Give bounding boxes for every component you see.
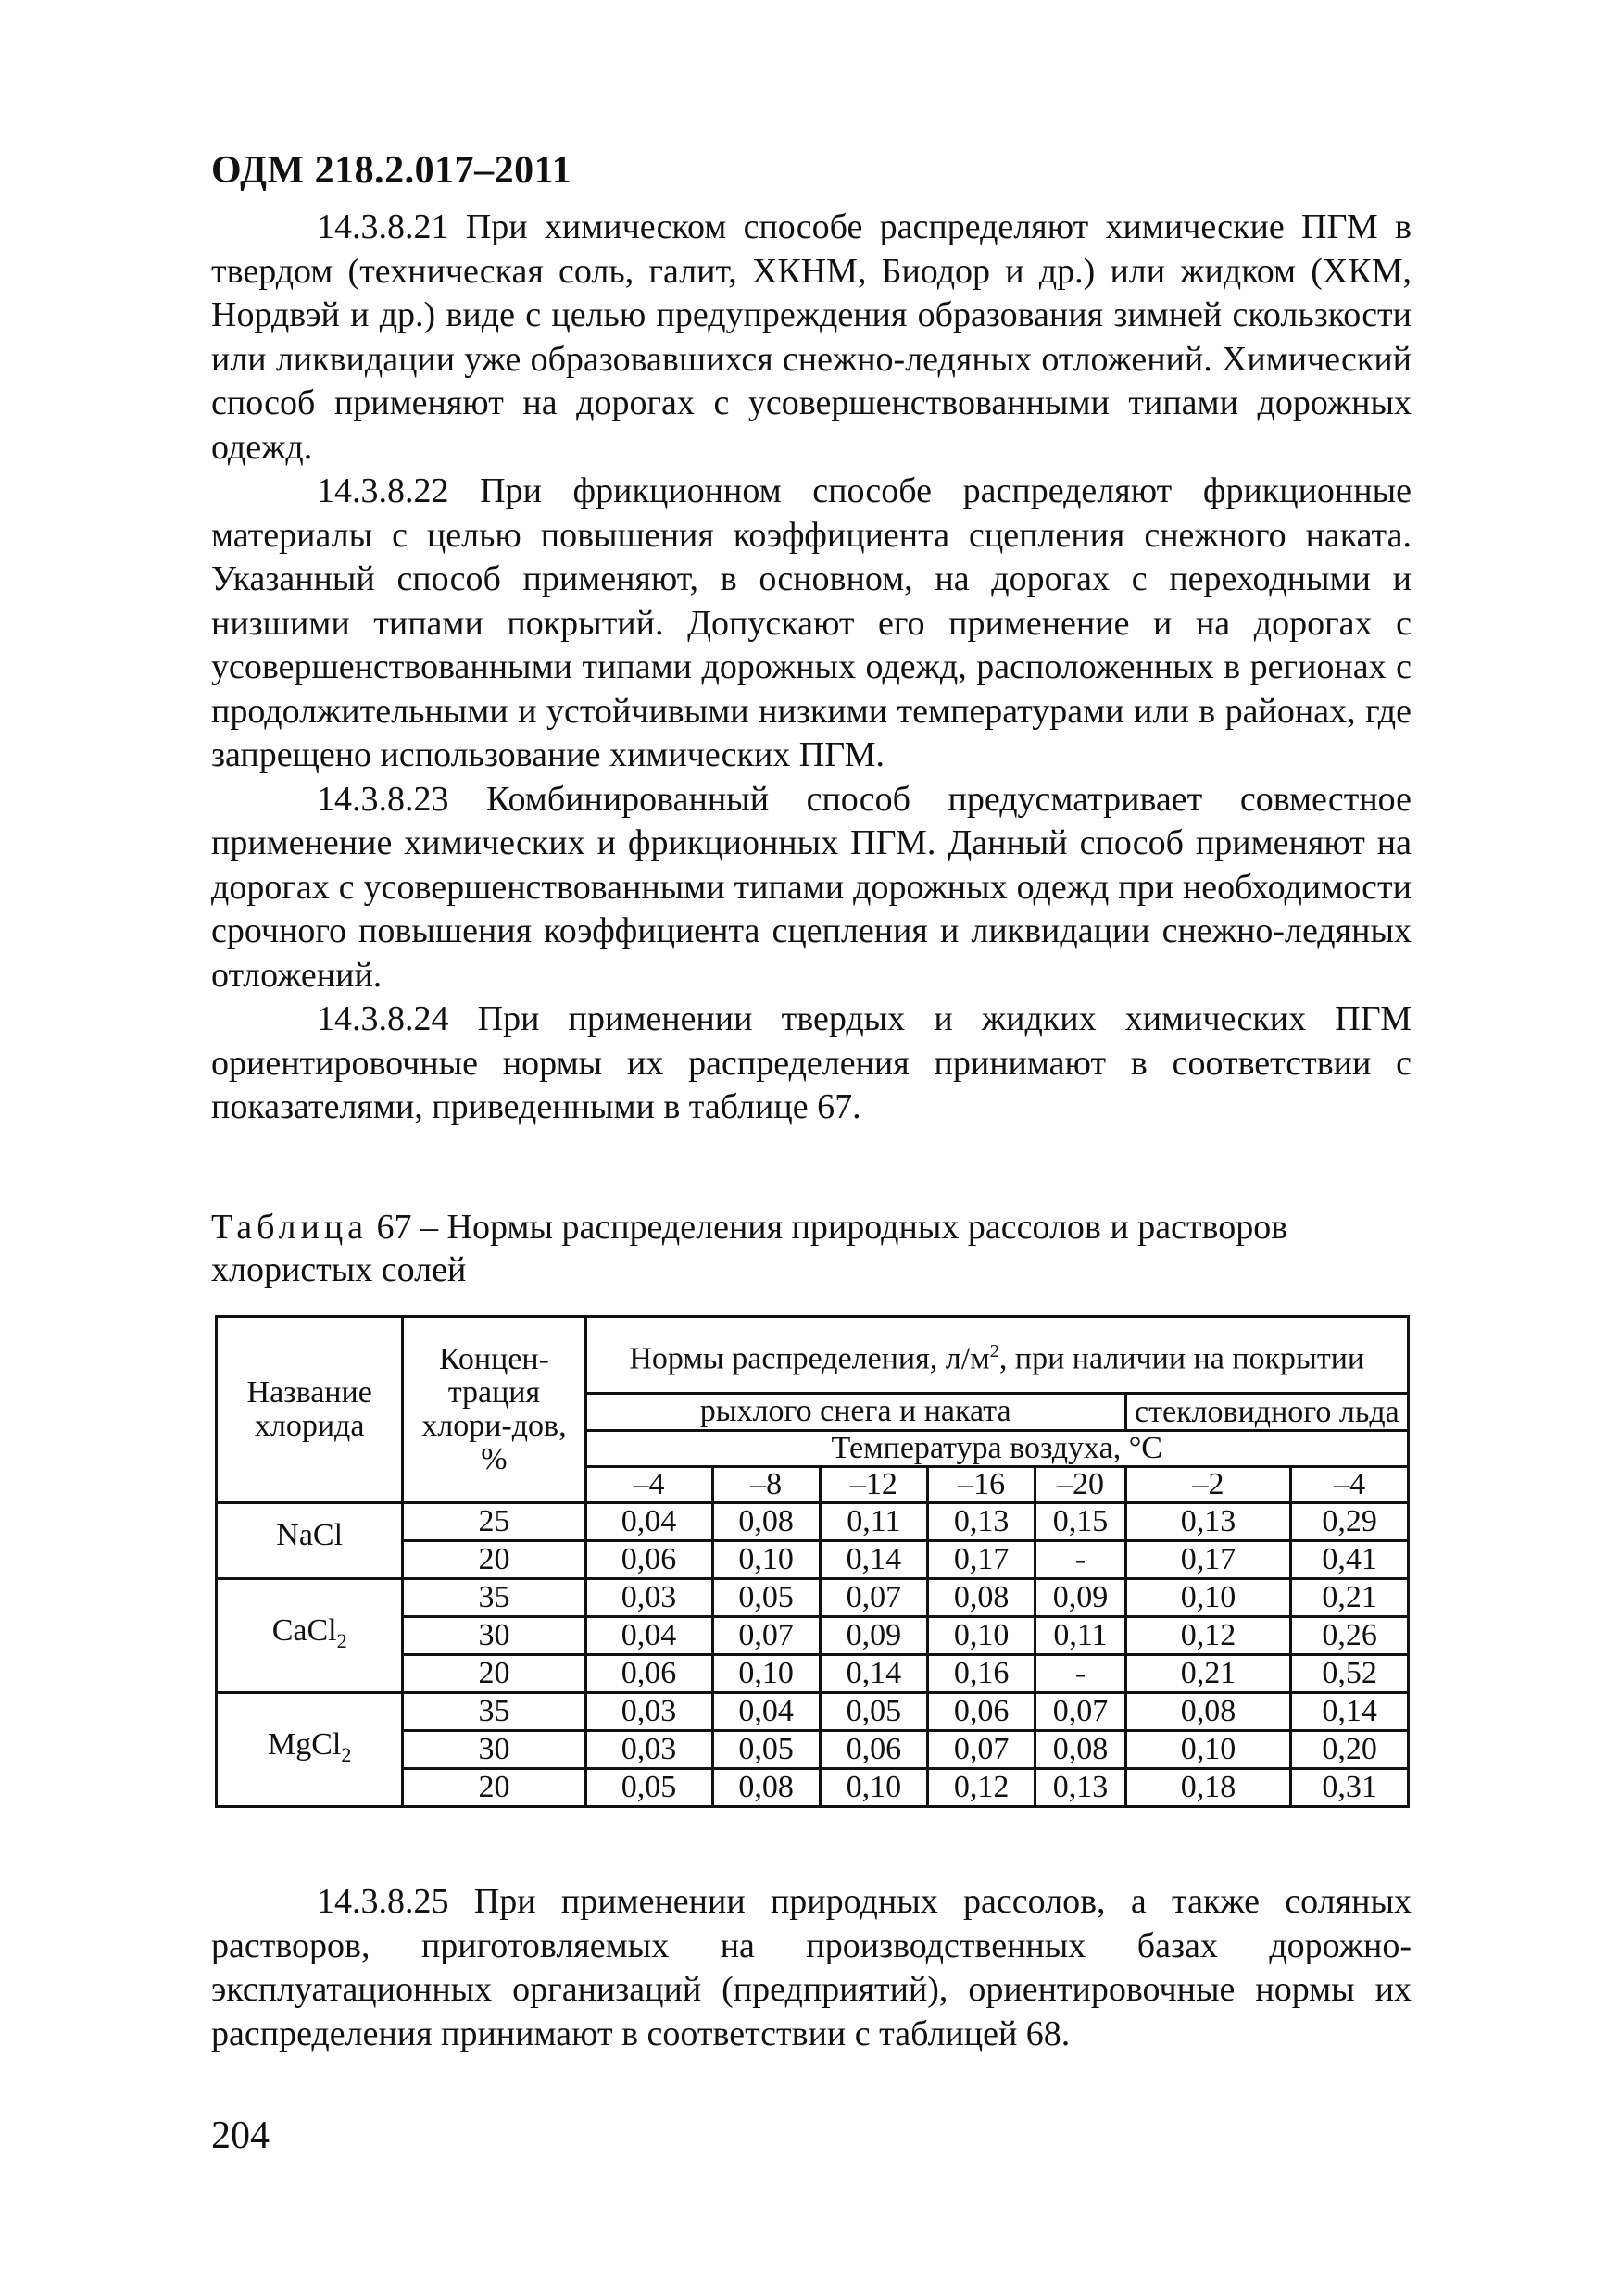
norm-value-cell: 0,07 (928, 1731, 1035, 1769)
table-caption-prefix: Таблица (211, 1208, 369, 1247)
temperature-cell: –16 (928, 1467, 1035, 1503)
header-glassy-ice: стекловидного льда (1125, 1394, 1408, 1431)
paragraph-14-3-8-23: 14.3.8.23 Комбинированный способ предусматривает совместное применение химических и фрикционных ПГМ. Данный способ применяют на дорогах с усовершенствованными типами дорожных одежд при необходимости срочного повышения коэффициента сцепления и ликвидации снежно-ледяных отложений. (211, 779, 1412, 995)
norm-value-cell: 0,41 (1291, 1541, 1409, 1579)
norm-value-cell: 0,08 (928, 1579, 1035, 1617)
norm-value-cell: 0,13 (1125, 1503, 1291, 1541)
norm-value-cell: 0,11 (820, 1503, 927, 1541)
norm-value-cell: 0,21 (1125, 1655, 1291, 1693)
norm-value-cell: 0,05 (585, 1769, 712, 1807)
concentration-cell: 30 (403, 1731, 585, 1769)
body-text-bottom (211, 1880, 1412, 2056)
concentration-cell: 20 (403, 1769, 585, 1807)
norm-value-cell: 0,08 (1125, 1693, 1291, 1731)
page-number: 204 (211, 2114, 270, 2157)
table-header-row-1 (217, 1317, 1409, 1394)
paragraph-14-3-8-25: 14.3.8.25 При применении природных рассолов, а также соляных растворов, приготовляемых на производственных базах дорожно-эксплуатационных организаций (предприятий), ориентировочные нормы их распределения принимают в соответствии с таблицей 68. (211, 1882, 1412, 2053)
norm-value-cell: 0,10 (712, 1655, 820, 1693)
norm-value-cell: 0,07 (1035, 1693, 1126, 1731)
norm-value-cell: 0,29 (1291, 1503, 1409, 1541)
header-air-temperature: Температура воздуха, °С (585, 1431, 1408, 1467)
norm-value-cell: 0,06 (928, 1693, 1035, 1731)
table-caption (211, 1206, 1412, 1291)
norm-value-cell: 0,06 (585, 1655, 712, 1693)
header-chloride-name: Название хлорида (217, 1317, 403, 1503)
concentration-cell: 35 (403, 1579, 585, 1617)
norm-value-cell: 0,04 (712, 1693, 820, 1731)
norm-value-cell: 0,14 (1291, 1693, 1409, 1731)
norm-value-cell: - (1035, 1541, 1126, 1579)
norm-value-cell: 0,10 (712, 1541, 820, 1579)
norm-value-cell: 0,09 (820, 1617, 927, 1655)
table-caption-text: 67 – Нормы распределения природных рассолов и растворов хлористых солей (211, 1208, 1288, 1289)
concentration-cell: 35 (403, 1693, 585, 1731)
chloride-name-cell: CaCl$_2$ (217, 1579, 403, 1693)
norm-value-cell: 0,10 (1125, 1579, 1291, 1617)
temperature-cell: –2 (1125, 1467, 1291, 1503)
document-header: ОДМ 218.2.017–2011 (211, 149, 572, 192)
norm-value-cell: 0,12 (928, 1769, 1035, 1807)
norm-value-cell: 0,31 (1291, 1769, 1409, 1807)
norm-value-cell: 0,14 (820, 1541, 927, 1579)
norm-value-cell: 0,13 (928, 1503, 1035, 1541)
temperature-cell: –12 (820, 1467, 927, 1503)
norm-value-cell: 0,04 (585, 1617, 712, 1655)
norm-value-cell: 0,07 (712, 1617, 820, 1655)
temperature-cell: –20 (1035, 1467, 1126, 1503)
norm-value-cell: 0,05 (712, 1731, 820, 1769)
norm-value-cell: 0,26 (1291, 1617, 1409, 1655)
norm-value-cell: 0,21 (1291, 1579, 1409, 1617)
temperature-cell: –4 (1291, 1467, 1409, 1503)
norms-table (215, 1315, 1410, 1808)
norm-value-cell: 0,09 (1035, 1579, 1126, 1617)
norm-value-cell: 0,03 (585, 1731, 712, 1769)
temperature-cell: –4 (585, 1467, 712, 1503)
norm-value-cell: 0,12 (1125, 1617, 1291, 1655)
concentration-cell: 25 (403, 1503, 585, 1541)
norm-value-cell: 0,06 (820, 1731, 927, 1769)
concentration-cell: 30 (403, 1617, 585, 1655)
chloride-name-cell: NaCl (217, 1503, 403, 1579)
paragraph-14-3-8-21: 14.3.8.21 При химическом способе распределяют химические ПГМ в твердом (техническая соль, галит, ХКНМ, Биодор и др.) или жидком (ХКМ, Нордвэй и др.) виде с целью предупреждения образования зимней скользкости или ликвидации уже образовавшихся снежно-ледяных отложений. Химический способ применяют на дорогах с усовершенствованными типами дорожных одежд. (211, 207, 1412, 467)
norm-value-cell: 0,05 (712, 1579, 820, 1617)
norm-value-cell: 0,52 (1291, 1655, 1409, 1693)
norm-value-cell: 0,04 (585, 1503, 712, 1541)
paragraph-14-3-8-22: 14.3.8.22 При фрикционном способе распределяют фрикционные материалы с целью повышения коэффициента сцепления снежного наката. Указанный способ применяют, в основном, на дорогах с переходными и низшими типами покрытий. Допускают его применение и на дорогах с усовершенствованными типами дорожных одежд, расположенных в регионах с продолжительными и устойчивыми низкими температурами или в районах, где запрещено использование химических ПГМ. (211, 471, 1412, 774)
norm-value-cell: 0,03 (585, 1579, 712, 1617)
norm-value-cell: 0,08 (712, 1503, 820, 1541)
norm-value-cell: 0,16 (928, 1655, 1035, 1693)
norm-value-cell: 0,08 (712, 1769, 820, 1807)
norm-value-cell: 0,08 (1035, 1731, 1126, 1769)
norm-value-cell: 0,10 (820, 1769, 927, 1807)
header-concentration: Концен-трация хлори-дов, % (403, 1317, 585, 1503)
norm-value-cell: 0,13 (1035, 1769, 1126, 1807)
header-loose-snow: рыхлого снега и наката (585, 1394, 1125, 1431)
norm-value-cell: 0,03 (585, 1693, 712, 1731)
norm-value-cell: 0,05 (820, 1693, 927, 1731)
norm-value-cell: 0,10 (928, 1617, 1035, 1655)
temperature-cell: –8 (712, 1467, 820, 1503)
norm-value-cell: 0,17 (1125, 1541, 1291, 1579)
table-row (217, 1503, 1409, 1541)
norm-value-cell: 0,15 (1035, 1503, 1126, 1541)
chloride-name-cell: MgCl$_2$ (217, 1693, 403, 1807)
header-norms: Нормы распределения, $л/м^2$, при наличии на покрытии (585, 1317, 1408, 1394)
table-row (217, 1693, 1409, 1731)
paragraph-14-3-8-24: 14.3.8.24 При применении твердых и жидких химических ПГМ ориентировочные нормы их распределения принимают в соответствии с показателями, приведенными в таблице 67. (211, 999, 1412, 1126)
norm-value-cell: 0,14 (820, 1655, 927, 1693)
concentration-cell: 20 (403, 1541, 585, 1579)
concentration-cell: 20 (403, 1655, 585, 1693)
body-text-top (211, 206, 1412, 1130)
norm-value-cell: - (1035, 1655, 1126, 1693)
norm-value-cell: 0,17 (928, 1541, 1035, 1579)
norm-value-cell: 0,11 (1035, 1617, 1126, 1655)
norm-value-cell: 0,07 (820, 1579, 927, 1617)
norm-value-cell: 0,10 (1125, 1731, 1291, 1769)
norm-value-cell: 0,18 (1125, 1769, 1291, 1807)
norm-value-cell: 0,20 (1291, 1731, 1409, 1769)
norm-value-cell: 0,06 (585, 1541, 712, 1579)
table-row (217, 1579, 1409, 1617)
